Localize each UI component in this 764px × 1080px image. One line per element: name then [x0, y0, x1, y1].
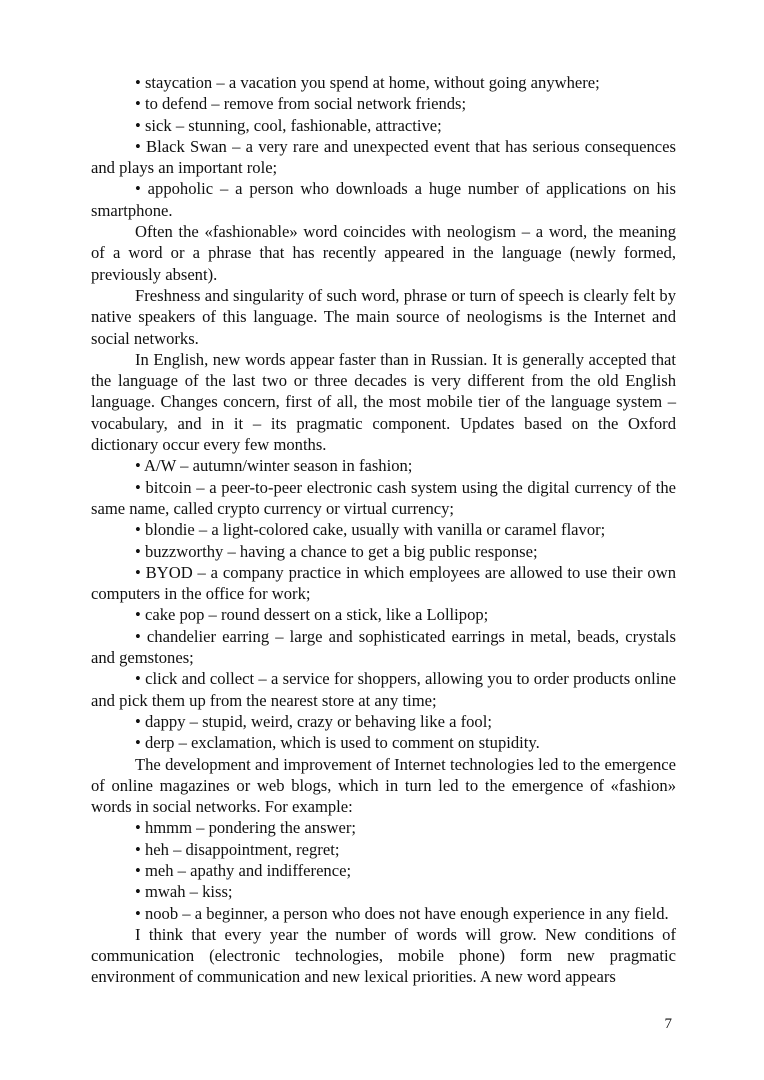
- list-item: • noob – a beginner, a person who does not have enough experience in any field.: [135, 903, 669, 923]
- list-item: • BYOD – a company practice in which employees are allowed to use their own computers in the office for work;: [91, 562, 676, 604]
- list-item: • to defend – remove from social network friends;: [135, 94, 467, 114]
- page-body: [91, 72, 676, 988]
- list-item: • chandelier earring – large and sophisticated earrings in metal, beads, crystals and gemstones;: [91, 626, 676, 668]
- list-item: • bitcoin – a peer-to-peer electronic cash system using the digital currency of the same name, called crypto currency or virtual currency;: [91, 477, 676, 518]
- list-item: • hmmm – pondering the answer;: [135, 818, 357, 838]
- paragraph: Freshness and singularity of such word, phrase or turn of speech is clearly felt by native speakers of this language. The main source of neologisms is the Internet and social networks.: [91, 285, 676, 348]
- list-item: • sick – stunning, cool, fashionable, attractive;: [135, 115, 442, 135]
- paragraph: In English, new words appear faster than in Russian. It is generally accepted that the language of the last two or three decades is very different from the old English language. Changes concern, first of all, the most mobile tier of the language system – vocabulary, and in it – its pragmatic component. Updates based on the Oxford dictionary occur every few months.: [91, 349, 676, 455]
- list-item: • blondie – a light-colored cake, usually with vanilla or caramel flavor;: [135, 520, 606, 540]
- list-item: • Black Swan – a very rare and unexpected event that has serious consequences and plays an important role;: [91, 136, 676, 178]
- list-item: • staycation – a vacation you spend at home, without going anywhere;: [135, 73, 600, 92]
- list-item: • meh – apathy and indifference;: [135, 860, 352, 880]
- page-number: 7: [664, 1016, 672, 1032]
- paragraph: I think that every year the number of words will grow. New conditions of communication (electronic technologies, mobile phone) form new pragmatic environment of communication and new lexical priorities. A new word appears: [91, 924, 676, 987]
- paragraph: The development and improvement of Internet technologies led to the emergence of online magazines or web blogs, which in turn led to the emergence of «fashion» words in social networks. For example:: [91, 754, 676, 817]
- list-item: • mwah – kiss;: [135, 882, 233, 902]
- list-item: • derp – exclamation, which is used to comment on stupidity.: [135, 733, 540, 753]
- paragraph: Often the «fashionable» word coincides with neologism – a word, the meaning of a word or a phrase that has recently appeared in the language (newly formed, previously absent).: [91, 222, 676, 284]
- list-item: • buzzworthy – having a chance to get a big public response;: [135, 541, 538, 561]
- list-item: • heh – disappointment, regret;: [135, 839, 340, 859]
- list-item: • click and collect – a service for shoppers, allowing you to order products online and pick them up from the nearest store at any time;: [91, 669, 676, 710]
- list-item: • dappy – stupid, weird, crazy or behaving like a fool;: [135, 711, 492, 731]
- list-item: • A/W – autumn/winter season in fashion;: [135, 456, 413, 476]
- list-item: • appoholic – a person who downloads a huge number of applications on his smartphone.: [91, 179, 676, 220]
- list-item: • cake pop – round dessert on a stick, like a Lollipop;: [135, 605, 489, 625]
